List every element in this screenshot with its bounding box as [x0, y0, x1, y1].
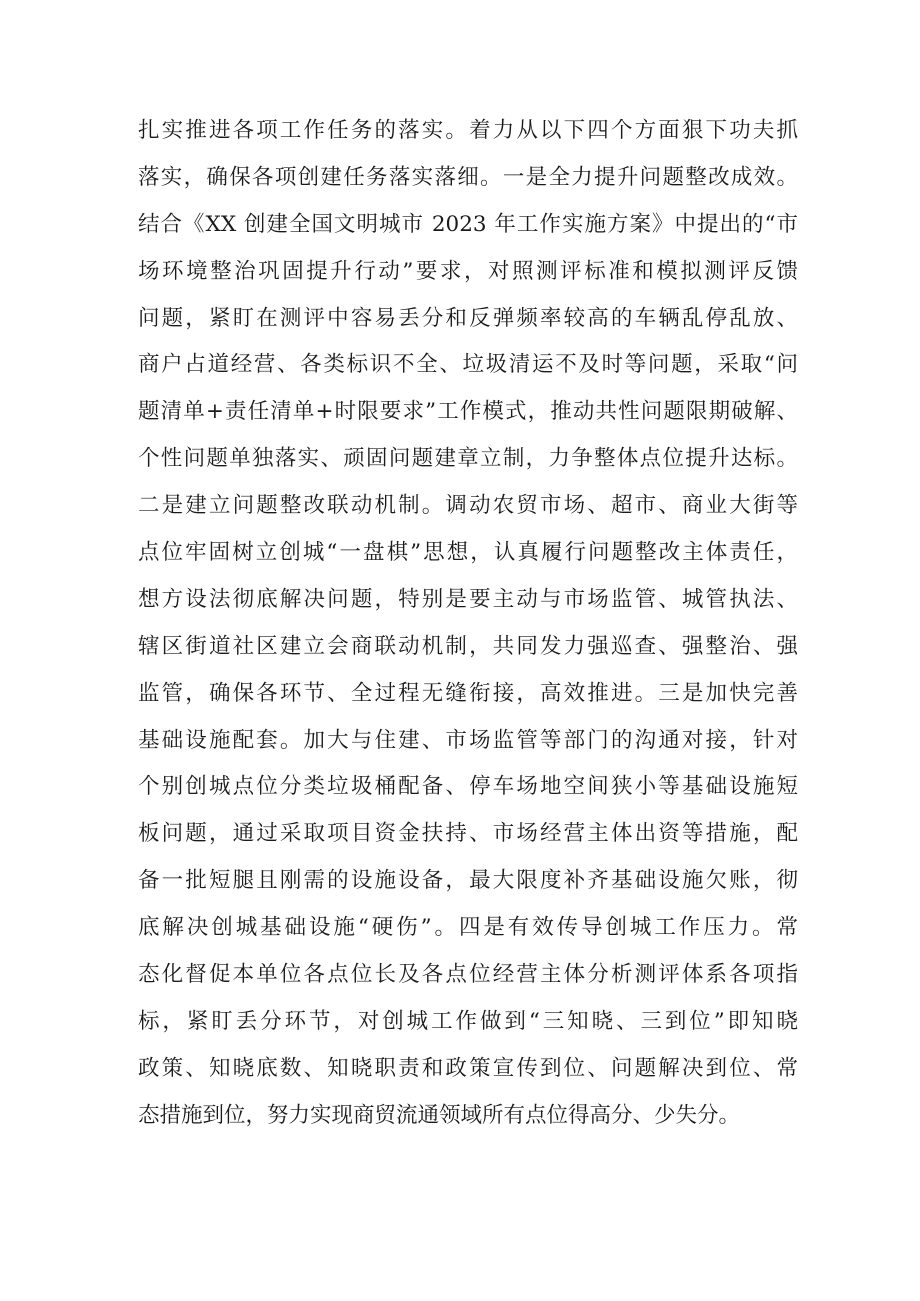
text-line: 点位牢固树立创城“一盘棋”思想，认真履行问题整改主体责任，: [138, 540, 798, 566]
text-line: 备一批短腿且刚需的设施设备，最大限度补齐基础设施欠账，彻: [138, 868, 798, 894]
text-line: 落实，确保各项创建任务落实落细。一是全力提升问题整改成效。: [138, 164, 798, 190]
text-line: 扎实推进各项工作任务的落实。着力从以下四个方面狠下功夫抓: [138, 118, 798, 143]
text-line: 标，紧盯丢分环节，对创城工作做到“三知晓、三到位”即知晓: [138, 1008, 798, 1034]
text-line: 问题，紧盯在测评中容易丢分和反弹频率较高的车辆乱停乱放、: [138, 305, 798, 331]
text-line: 监管，确保各环节、全过程无缝衔接，高效推进。三是加快完善: [138, 680, 798, 706]
text-line: 底解决创城基础设施“硬伤”。四是有效传导创城工作压力。常: [138, 915, 798, 941]
text-line: 态措施到位，努力实现商贸流通领域所有点位得高分、少失分。: [138, 1102, 741, 1128]
text-line: 态化督促本单位各点位长及各点位经营主体分析测评体系各项指: [138, 962, 798, 988]
text-line: 想方设法彻底解决问题，特别是要主动与市场监管、城管执法、: [138, 586, 798, 612]
text-line: 商户占道经营、各类标识不全、垃圾清运不及时等问题，采取“问: [138, 352, 798, 378]
body-paragraph: [138, 108, 798, 1140]
text-line: 辖区街道社区建立会商联动机制，共同发力强巡查、强整治、强: [138, 633, 798, 659]
text-line: 板问题，通过采取项目资金扶持、市场经营主体出资等措施，配: [138, 821, 798, 847]
text-line: 个别创城点位分类垃圾桶配备、停车场地空间狭小等基础设施短: [138, 774, 798, 800]
text-line: 题清单+责任清单+时限要求”工作模式，推动共性问题限期破解、: [138, 399, 798, 425]
text-line: 二是建立问题整改联动机制。调动农贸市场、超市、商业大街等: [138, 493, 798, 519]
text-line: 个性问题单独落实、顽固问题建章立制，力争整体点位提升达标。: [138, 446, 798, 472]
text-line: 结合《XX 创建全国文明城市 2023 年工作实施方案》中提出的“市: [138, 211, 798, 237]
text-line: 场环境整治巩固提升行动”要求，对照测评标准和模拟测评反馈: [138, 258, 798, 284]
text-line: 基础设施配套。加大与住建、市场监管等部门的沟通对接，针对: [138, 727, 798, 753]
text-line: 政策、知晓底数、知晓职责和政策宣传到位、问题解决到位、常: [138, 1055, 798, 1081]
